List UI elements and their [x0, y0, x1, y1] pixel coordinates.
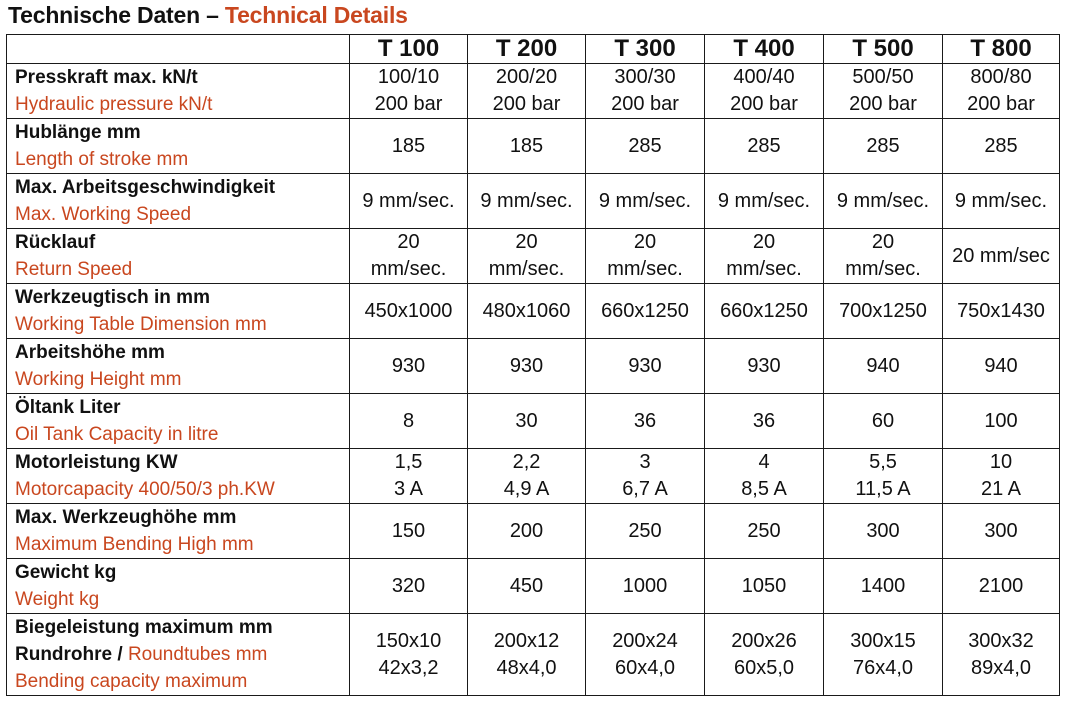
table-row	[7, 449, 1060, 504]
value-line: 100	[984, 409, 1018, 432]
page-title	[8, 2, 408, 29]
value-line: 4	[758, 451, 770, 473]
table-body-last	[7, 614, 1060, 696]
value-line: 285	[628, 134, 662, 157]
row-label-en: Length of stroke mm	[15, 149, 189, 170]
row-label	[7, 64, 350, 119]
value-cell	[350, 229, 468, 284]
value-cell	[586, 504, 705, 559]
header-model-t800: T 800	[943, 35, 1060, 64]
value-line: 20	[397, 231, 420, 253]
value-line: 930	[747, 354, 781, 377]
value-line: 2100	[978, 574, 1024, 597]
value-line: 285	[747, 134, 781, 157]
value-cell	[705, 504, 824, 559]
value-cell	[586, 119, 705, 174]
row-label	[7, 119, 350, 174]
value-cell	[943, 394, 1060, 449]
value-cell	[705, 64, 824, 119]
value-line: 250	[628, 519, 662, 542]
row-label-en-line2: Roundtubes mm	[127, 644, 268, 665]
value-line: 8	[402, 409, 415, 432]
value-line: 60x4,0	[614, 656, 676, 679]
value-line: 20	[515, 231, 538, 253]
value-cell	[705, 119, 824, 174]
value-line: 20	[752, 231, 776, 253]
row-label-en-line3: Bending capacity maximum	[15, 671, 248, 692]
table-row	[7, 64, 1060, 119]
technical-details-table	[6, 34, 1060, 696]
value-line: 76x4,0	[852, 656, 914, 679]
row-label-en: Working Height mm	[15, 369, 182, 390]
table-row	[7, 284, 1060, 339]
value-line: 200x26	[731, 629, 797, 652]
value-line: mm/sec.	[845, 258, 921, 280]
value-line: 1400	[860, 574, 906, 597]
value-cell	[943, 559, 1060, 614]
value-cell	[824, 284, 943, 339]
table-row	[7, 229, 1060, 284]
value-line: 1050	[741, 574, 787, 597]
row-label	[7, 339, 350, 394]
value-cell	[468, 339, 586, 394]
value-cell	[705, 174, 824, 229]
value-cell	[586, 174, 705, 229]
value-line: 930	[509, 354, 544, 377]
value-line: 20	[633, 231, 657, 253]
row-label	[7, 449, 350, 504]
row-label-de: Öltank Liter	[15, 397, 121, 418]
value-line: 150x10	[375, 629, 442, 652]
title-german: Technische Daten	[8, 2, 200, 28]
value-line: 700x1250	[839, 299, 927, 322]
header-label-cell	[7, 35, 350, 64]
value-line: 500/50	[852, 66, 914, 88]
row-label-en: Oil Tank Capacity in litre	[15, 424, 219, 445]
value-line: mm/sec.	[607, 258, 683, 280]
value-cell	[586, 339, 705, 394]
row-label	[7, 394, 350, 449]
value-cell	[350, 64, 468, 119]
value-line: 9 mm/sec.	[954, 189, 1048, 212]
value-line: 9 mm/sec.	[480, 189, 573, 212]
value-cell	[586, 64, 705, 119]
row-label-en: Working Table Dimension mm	[15, 314, 267, 335]
value-cell	[586, 229, 705, 284]
table-row-bending-capacity	[7, 614, 1060, 696]
value-line: 30	[515, 409, 538, 432]
value-cell	[705, 614, 824, 696]
value-line: 200 bar	[492, 93, 561, 115]
value-cell	[824, 614, 943, 696]
value-line: 300/30	[614, 66, 676, 88]
row-label	[7, 614, 350, 696]
value-cell	[943, 339, 1060, 394]
value-cell	[824, 339, 943, 394]
value-line: 250	[747, 519, 781, 542]
title-separator: –	[199, 2, 225, 28]
row-label-en: Weight kg	[15, 589, 100, 610]
value-line: 60	[871, 409, 895, 432]
value-line: 20	[871, 231, 895, 253]
value-cell	[468, 174, 586, 229]
value-cell	[350, 119, 468, 174]
header-model-t400: T 400	[705, 35, 824, 64]
header-model-t100: T 100	[350, 35, 468, 64]
value-cell	[586, 614, 705, 696]
value-line: 36	[752, 409, 776, 432]
value-line: 750x1430	[957, 299, 1045, 322]
value-cell	[943, 449, 1060, 504]
row-label-de: Motorleistung KW	[15, 452, 178, 473]
row-label-mixed-line2	[15, 641, 349, 668]
value-line: 200x12	[493, 629, 560, 652]
value-line: 450x1000	[364, 299, 453, 322]
value-cell	[824, 394, 943, 449]
value-cell	[468, 64, 586, 119]
value-line: 940	[984, 354, 1018, 377]
value-cell	[824, 449, 943, 504]
value-line: 200 bar	[967, 93, 1035, 115]
row-label-de: Presskraft max. kN/t	[15, 67, 198, 88]
value-cell	[468, 449, 586, 504]
row-label-en: Max. Working Speed	[15, 204, 192, 225]
value-line: 200/20	[495, 66, 558, 88]
value-line: 9 mm/sec.	[598, 189, 692, 212]
row-label	[7, 229, 350, 284]
value-line: 42x3,2	[378, 656, 439, 679]
value-cell	[350, 339, 468, 394]
value-line: 320	[391, 574, 426, 597]
value-line: 9 mm/sec.	[836, 189, 930, 212]
value-cell	[705, 559, 824, 614]
value-cell	[350, 174, 468, 229]
header-model-t500: T 500	[824, 35, 943, 64]
value-line: 89x4,0	[970, 656, 1032, 679]
value-cell	[350, 449, 468, 504]
value-cell	[943, 119, 1060, 174]
value-cell	[943, 64, 1060, 119]
title-english: Technical Details	[224, 2, 408, 28]
value-line: 3	[639, 451, 651, 473]
value-line: mm/sec.	[488, 258, 565, 280]
table-row	[7, 339, 1060, 394]
value-line: 4,9 A	[503, 478, 550, 500]
row-label-de: Werkzeugtisch in mm	[15, 287, 210, 308]
value-cell	[586, 559, 705, 614]
value-line: 300x15	[850, 629, 916, 652]
value-cell	[943, 284, 1060, 339]
header-model-t200: T 200	[468, 35, 586, 64]
value-line: 930	[391, 354, 426, 377]
value-cell	[350, 284, 468, 339]
value-line: 100/10	[377, 66, 440, 88]
table-row	[7, 174, 1060, 229]
value-cell	[705, 449, 824, 504]
row-label-de: Arbeitshöhe mm	[15, 342, 165, 363]
row-label-de: Max. Werkzeughöhe mm	[15, 507, 237, 528]
value-line: 940	[866, 354, 900, 377]
value-line: 5,5	[869, 451, 897, 473]
value-cell	[824, 229, 943, 284]
value-line: 11,5 A	[855, 478, 911, 500]
value-line: 60x5,0	[733, 656, 795, 679]
value-line: 930	[628, 354, 662, 377]
table-row	[7, 504, 1060, 559]
table-body	[7, 64, 1060, 614]
row-label-de: Hublänge mm	[15, 122, 141, 143]
value-cell	[586, 449, 705, 504]
value-cell	[705, 339, 824, 394]
value-line: 1,5	[394, 451, 423, 473]
value-line: 200 bar	[611, 93, 679, 115]
value-cell	[824, 504, 943, 559]
value-cell	[468, 229, 586, 284]
value-line: 9 mm/sec.	[362, 189, 455, 212]
value-cell	[468, 614, 586, 696]
value-line: 6,7 A	[622, 478, 668, 500]
row-label	[7, 174, 350, 229]
value-line: 2,2	[512, 451, 541, 473]
value-line: 200	[509, 519, 544, 542]
value-cell	[824, 64, 943, 119]
value-cell	[350, 614, 468, 696]
value-line: 36	[633, 409, 657, 432]
value-line: 200x24	[612, 629, 678, 652]
value-line: 150	[391, 519, 426, 542]
value-cell	[350, 504, 468, 559]
table-row	[7, 119, 1060, 174]
value-line: 10	[989, 451, 1013, 473]
value-cell	[943, 614, 1060, 696]
value-line: 21 A	[980, 478, 1022, 500]
value-cell	[824, 559, 943, 614]
value-cell	[350, 394, 468, 449]
value-cell	[350, 559, 468, 614]
row-label-de-line1: Biegeleistung maximum mm	[15, 617, 273, 638]
table-row	[7, 559, 1060, 614]
row-label-de-line2: Rundrohre /	[15, 644, 128, 665]
row-label-en: Hydraulic pressure kN/t	[15, 94, 213, 115]
value-line: 660x1250	[601, 299, 689, 322]
value-line: 48x4,0	[496, 656, 557, 679]
value-cell	[943, 174, 1060, 229]
value-line: 8,5 A	[741, 478, 787, 500]
value-line: 3 A	[394, 478, 423, 500]
value-cell	[586, 284, 705, 339]
value-line: 20 mm/sec	[952, 244, 1050, 267]
header-row	[7, 35, 1060, 64]
value-line: 185	[509, 134, 544, 157]
row-label-de: Rücklauf	[15, 232, 96, 253]
header-model-t300: T 300	[586, 35, 705, 64]
value-cell	[468, 119, 586, 174]
value-line: 200 bar	[374, 93, 443, 115]
value-line: 300	[984, 519, 1018, 542]
value-line: 185	[391, 134, 426, 157]
value-line: 200 bar	[849, 93, 917, 115]
row-label	[7, 559, 350, 614]
value-line: mm/sec.	[726, 258, 802, 280]
value-line: 450	[509, 574, 544, 597]
value-cell	[824, 174, 943, 229]
row-label-de: Gewicht kg	[15, 562, 117, 583]
value-cell	[705, 229, 824, 284]
value-line: 1000	[622, 574, 668, 597]
value-line: 480x1060	[482, 299, 571, 322]
value-cell	[468, 394, 586, 449]
value-cell	[824, 119, 943, 174]
row-label	[7, 284, 350, 339]
row-label-de: Max. Arbeitsgeschwindigkeit	[15, 177, 276, 198]
value-cell	[705, 394, 824, 449]
value-line: 660x1250	[720, 299, 808, 322]
value-line: mm/sec.	[370, 258, 447, 280]
value-cell	[705, 284, 824, 339]
value-line: 9 mm/sec.	[717, 189, 811, 212]
row-label-en: Motorcapacity 400/50/3 ph.KW	[15, 479, 275, 500]
value-line: 285	[984, 134, 1018, 157]
value-cell	[468, 559, 586, 614]
value-cell	[586, 394, 705, 449]
value-cell	[468, 284, 586, 339]
value-line: 800/80	[970, 66, 1032, 88]
row-label-en: Maximum Bending High mm	[15, 534, 254, 555]
value-line: 400/40	[733, 66, 795, 88]
value-cell	[943, 229, 1060, 284]
value-line: 200 bar	[730, 93, 798, 115]
value-cell	[943, 504, 1060, 559]
value-line: 300	[866, 519, 900, 542]
row-label-en: Return Speed	[15, 259, 133, 280]
table-row	[7, 394, 1060, 449]
value-cell	[468, 504, 586, 559]
value-line: 285	[866, 134, 900, 157]
value-line: 300x32	[968, 629, 1034, 652]
row-label	[7, 504, 350, 559]
